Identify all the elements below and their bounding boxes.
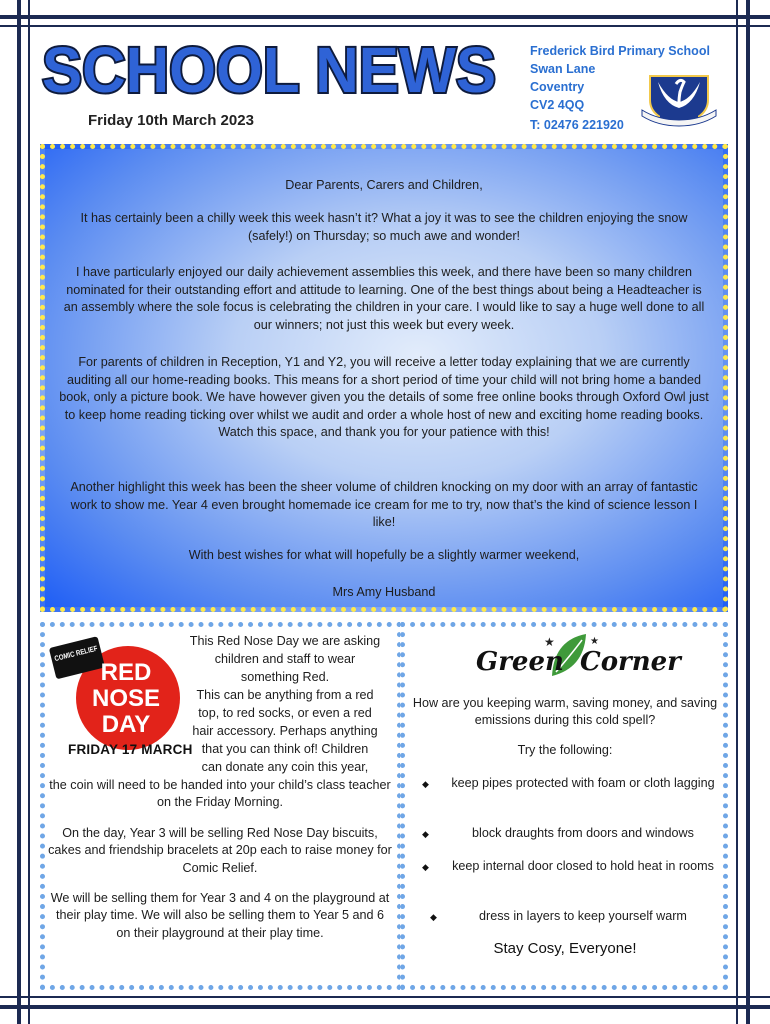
page-border-bottom-outer: [0, 1005, 770, 1009]
address-line: CV2 4QQ: [530, 98, 585, 112]
swan-crest-icon: [638, 70, 720, 126]
red-nose-intro-line: top, to red socks, or even a red: [198, 706, 372, 720]
red-nose-intro-tail: the coin will need to be handed into your child’s class teacher on the Friday Morning.: [49, 778, 391, 810]
red-nose-intro-line: something Red.: [240, 670, 330, 684]
page-border-left-outer: [17, 0, 21, 1024]
diamond-bullet-icon: ◆: [422, 779, 429, 789]
red-nose-paragraph: On the day, Year 3 will be selling Red Nose Day biscuits, cakes and friendship bracelets at 20p each to raise money for Comic Relief.: [48, 826, 392, 875]
green-tip-item: block draughts from doors and windows: [472, 826, 694, 840]
red-nose-intro-line: can donate any coin this year,: [201, 760, 369, 774]
address-line: Frederick Bird Primary School: [530, 44, 710, 58]
green-corner-logo: [470, 628, 681, 690]
green-tip-item: keep internal door closed to hold heat in rooms: [452, 859, 714, 873]
diamond-bullet-icon: ◆: [422, 862, 429, 872]
green-tip-item: dress in layers to keep yourself warm: [479, 909, 687, 923]
green-corner-star-icon: ★: [590, 636, 599, 647]
red-nose-intro-line: This can be anything from a red: [196, 688, 374, 702]
page-border-right-inner: [736, 0, 738, 1024]
page-border-bottom-inner: [0, 996, 770, 998]
diamond-bullet-icon: ◆: [422, 829, 429, 839]
letter-greeting: Dear Parents, Carers and Children,: [285, 178, 483, 192]
red-nose-paragraph: We will be selling them for Year 3 and 4 on the playground at their play time. We will also be selling them to Year 5 and 6 on their playground at their play time.: [50, 891, 390, 940]
diamond-bullet-icon: ◆: [430, 912, 437, 922]
letter-signoff: Mrs Amy Husband: [332, 585, 436, 599]
red-nose-logo-word: NOSE: [91, 685, 161, 712]
page-border-left-inner: [28, 0, 30, 1024]
headteacher-letter: [40, 144, 728, 612]
green-corner-star-icon: ★: [544, 635, 555, 649]
green-corner-title-left: Green: [476, 647, 564, 677]
green-corner-signoff: Stay Cosy, Everyone!: [493, 940, 637, 957]
letter-paragraph: For parents of children in Reception, Y1 and Y2, you will receive a letter today explaining that we are currently auditing all our home-reading books. This means for a short period of time your child will not bring home a banded book, only a picture book. We have however given you the details of some free online books through Oxford Owl just to keep home reading ticking over whilst we audit and order a whole host of new and exciting home reading books. Watch this space, and thank you for your patience with this!: [59, 355, 709, 440]
letter-paragraph: With best wishes for what will hopefully be a slightly warmer weekend,: [188, 548, 580, 562]
comic-relief-logo-text: COMIC RELIEF: [53, 641, 108, 664]
red-nose-intro-line: that you can think of! Children: [201, 742, 369, 756]
red-nose-day-date: FRIDAY 17 MARCH: [68, 742, 193, 757]
page-border-top-outer: [0, 15, 770, 19]
school-phone: T: 02476 221920: [530, 118, 624, 132]
red-nose-intro-line: children and staff to wear: [214, 652, 356, 666]
red-nose-logo-word: RED: [100, 659, 152, 686]
green-corner-title-right: Corner: [580, 647, 681, 677]
page-border-right-outer: [746, 0, 750, 1024]
page-border-top-inner: [0, 25, 770, 27]
issue-date: Friday 10th March 2023: [88, 112, 254, 129]
green-corner-question: How are you keeping warm, saving money, and saving emissions during this cold spell?: [412, 696, 718, 728]
red-nose-intro-line: hair accessory. Perhaps anything: [192, 724, 378, 738]
red-nose-logo-word: DAY: [101, 711, 151, 738]
masthead-title: [40, 34, 500, 106]
masthead-text: SCHOOL NEWS: [42, 34, 496, 106]
address-line: Swan Lane: [530, 62, 596, 76]
green-corner-try: Try the following:: [517, 743, 613, 757]
letter-paragraph: Another highlight this week has been the sheer volume of children knocking on my door with an array of fantastic work to show me. Year 4 even brought homemade ice cream for me to try, now that’s the kind of science lesson I like!: [70, 480, 698, 530]
address-line: Coventry: [530, 80, 585, 94]
letter-paragraph: It has certainly been a chilly week this week hasn’t it? What a joy it was to see the children enjoying the snow (safely!) on Thursday; so much awe and wonder!: [80, 211, 688, 243]
green-tip-item: keep pipes protected with foam or cloth lagging: [451, 776, 715, 790]
red-nose-intro-line: This Red Nose Day we are asking: [189, 634, 381, 648]
letter-paragraph: I have particularly enjoyed our daily achievement assemblies this week, and there have been so many children nominated for their outstanding effort and attitude to learning. One of the best things about being a Headteacher is an assembly where the sole focus is celebrating the children in your care. I would like to say a huge well done to all our winners; not just this week but every week.: [63, 265, 705, 332]
